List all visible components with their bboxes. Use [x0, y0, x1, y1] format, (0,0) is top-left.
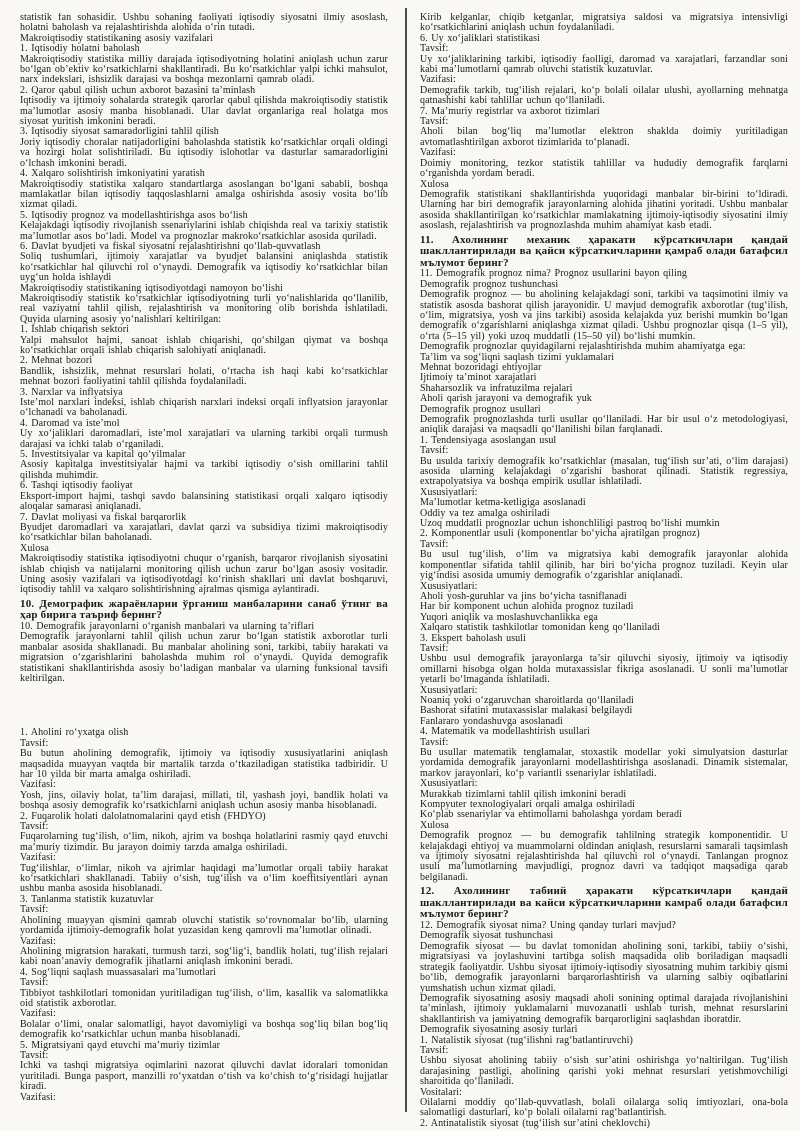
text-paragraph: statistik fan sohasidir. Ushbu sohaning faoliyati iqtisodiy siyosatni ilmiy asoslash, holatni baholash va rejalashtirishda alohida o‘rin tutadi.	[20, 13, 388, 34]
text-paragraph: 1. Iqtisodiy holatni baholash	[20, 43, 140, 55]
text-paragraph: 2. Antinatalistik siyosat (tug‘ilish sur’atini cheklovchi)	[420, 1117, 651, 1129]
text-paragraph: Ushbu usul demografik jarayonlarga ta’sir qiluvchi siyosiy, ijtimoiy va iqtisodiy omillarni hisobga olgan holda mutaxassislar fikriga asoslanadi. U sonli ma’lumotlar yetarli bo‘lmaganda ishlatiladi.	[420, 653, 788, 686]
text-paragraph: Ijtimoiy ta’minot xarajatlari	[420, 372, 537, 384]
text-paragraph: Bu butun aholining demografik, ijtimoiy va iqtisodiy xususiyatlarini aniqlash maqsadida muayyan vaqtda bir martalik tarzda o‘tkaziladigan statistika tadbiridir. U har 10 yilda bir marta amalga oshiriladi.	[20, 748, 388, 780]
text-paragraph: Xalqaro statistik tashkilotlar tomonidan keng qo‘llaniladi	[420, 622, 660, 634]
text-paragraph: 2. Komponentlar usuli (komponentlar bo‘yicha ajratilgan prognoz)	[420, 528, 700, 540]
text-paragraph: Tavsif:	[420, 1044, 449, 1056]
text-paragraph: Uy xo‘jaliklari daromadlari, iste’mol xarajatlari va ularning tarkibi orqali turmush darajasi va ichki talab o‘rganiladi.	[20, 428, 388, 450]
text-paragraph: 4. Sog‘liqni saqlash muassasalari ma’lumotlari	[20, 966, 217, 978]
text-paragraph: Demografik tarkib, tug‘ilish rejalari, ko‘p bolali oilalar ulushi, ayollarning mehnatga qatnashishi kabi tahlillar uchun qo‘llaniladi.	[420, 84, 788, 107]
text-paragraph: 3. Narxlar va inflyatsiya	[20, 386, 123, 398]
text-paragraph: Fuqarolarning tug‘ilish, o‘lim, nikoh, ajrim va boshqa holatlarini rasmiy qayd etuvchi ma’muriy tizimdir. Bu jarayon doimiy tarzda amalga oshiriladi.	[20, 831, 388, 853]
text-paragraph: Iste’mol narxlari indeksi, ishlab chiqarish narxlari indeksi orqali inflyatsion jarayonlar o‘lchanadi va baholanadi.	[20, 397, 388, 419]
text-paragraph: Shaharsozlik va infratuzilma rejalari	[420, 382, 573, 394]
text-paragraph: Kelajakdagi iqtisodiy rivojlanish ssenariylarini ishlab chiqishda real va tarixiy statistik ma’lumotlar asos bo‘ladi. Model va prognozlar makroko‘rsatkichlar asosida quriladi.	[20, 220, 388, 242]
text-paragraph: 1. Tendensiyaga asoslangan usul	[420, 434, 557, 446]
text-paragraph: Tavsif:	[420, 43, 449, 55]
text-paragraph: Oddiy va tez amalga oshiriladi	[420, 507, 550, 519]
text-paragraph: Tavsif:	[20, 904, 49, 916]
text-paragraph: 5. Iqtisodiy prognoz va modellashtirishga asos bo‘lish	[20, 209, 248, 221]
text-paragraph: Fanlararo yondashuvga asoslanadi	[420, 715, 563, 727]
text-paragraph: Demografik prognozlashda turli usullar qo‘llaniladi. Har bir usul o‘z metodologiyasi, aniqlik darajasi va maqsadli qo‘llanilishi bilan farqlanadi.	[420, 414, 788, 436]
text-paragraph: Demografik prognoz — bu demografik tahlilning strategik komponentidir. U kelajakdagi ehtiyoj va muammolarni oldindan aniqlash, resurslarni samarali taqsimlash va ijtimoiy siyosatni rejalashtirishda hal qiluvchi rol o‘ynaydi. Tanlangan prognoz usuli ma’lumotlarning mavjudligi, prognoz davri va tadqiqot maqsadiga qarab belgilanadi.	[420, 830, 788, 883]
text-paragraph: Demografik siyosatning asosiy maqsadi aholi sonining optimal darajada rivojlanishini ta’minlash, ijtimoiy yuklamalarni muvozanatli ushlab turish, mehnat resurslarini shakllantirish va jamiyatning demografik barqarorligini saqlashdan iboratdir.	[420, 992, 788, 1025]
text-paragraph: 4. Xalqaro solishtirish imkoniyatini yaratish	[20, 168, 205, 180]
text-paragraph: Demografik siyosat — bu davlat tomonidan aholining soni, tarkibi, tabiiy o‘sishi, migratsiyasi va joylashuvini tartibga solish maqsadida olib boriladigan maqsadli strategik faoliyatdir. Ushbu siyosat ijtimoiy-iqtisodiy siyosatning muhim tarkibiy qismi bo‘lib, demografik jarayonlarni barqarorlashtirish va ularning salbiy oqibatlarini yumshatish uchun xizmat qiladi.	[420, 940, 788, 994]
text-paragraph: Tug‘ilishlar, o‘limlar, nikoh va ajrimlar haqidagi ma’lumotlar orqali tabiiy harakat ko‘rsatkichlari shakllanadi. Tabiiy o‘sish, tug‘ilish va o‘lim koeffitsiyentlari aynan ushbu manba asosida hisoblanadi.	[20, 862, 388, 895]
text-paragraph: Joriy iqtisodiy choralar natijadorligini baholashda statistik ko‘rsatkichlar orqali oldingi va hozirgi holat solishtiriladi. Bu iqtisodiy islohotlar va dasturlar samaradorligini o‘lchash imkonini beradi.	[20, 136, 388, 169]
text-paragraph: Xususiyatlari:	[420, 684, 478, 696]
text-paragraph: Eksport-import hajmi, tashqi savdo balansining statistikasi orqali xalqaro iqtisodiy aloqalar samarasi aniqlanadi.	[20, 490, 388, 513]
text-paragraph: Murakkab tizimlarni tahlil qilish imkonini beradi	[420, 788, 627, 800]
text-paragraph: Makroiqtisodiy statistika milliy darajada iqtisodiyotning holatini aniqlash uchun zarur bo‘lgan ob’ektiv ko‘rsatkichlarni shakllantiradi. Bu ko‘rsatkichlar yalpi ichki mahsulot, narx indekslari, ishsizlik darajasi va boshqa mezonlarni qamrab oladi.	[20, 53, 388, 86]
text-paragraph: Demografik siyosat tushunchasi	[420, 930, 554, 942]
text-paragraph: 1. Ishlab chiqarish sektori	[20, 324, 130, 336]
column-gap	[20, 684, 388, 728]
question-heading: 12. Ахолининг табиий ҳаракати кўрсаткичлари қандай шакллантирилади ва кайси кўрсаткичларини камраб олади батафсил мълумот беринг?	[420, 885, 788, 921]
text-paragraph: Vazifasi:	[420, 147, 456, 159]
text-paragraph: Makroiqtisodiy statistikaning iqtisodiyotdagi namoyon bo‘lishi	[20, 282, 283, 294]
text-paragraph: Uzoq muddatli prognozlar uchun ishonchliligi pastroq bo‘lishi mumkin	[420, 518, 720, 530]
text-paragraph: Bu usulda tarixiy demografik ko‘rsatkichlar (masalan, tug‘ilish sur’ati, o‘lim darajasi) asosida ularning kelajakdagi o‘zgarishi bashorat qilinadi. Statistik regressiya, extrapolyatsiya va boshqa empirik usullar ishlatiladi.	[420, 455, 788, 488]
text-paragraph: Yuqori aniqlik va moslashuvchanlikka ega	[420, 611, 598, 623]
text-paragraph: 6. Uy xo‘jaliklari statistikasi	[420, 32, 540, 44]
text-paragraph: Ta’lim va sog‘liqni saqlash tizimi yuklamalari	[420, 351, 615, 363]
text-paragraph: Tavsif:	[420, 116, 449, 128]
text-paragraph: 2. Qaror qabul qilish uchun axborot bazasini ta’minlash	[20, 84, 256, 96]
text-paragraph: Aholining migratsion harakati, turmush tarzi, sog‘lig‘i, bandlik holati, tug‘ilish rejalari kabi noan’anaviy demografik jihatlarni aniqlash imkonini beradi.	[20, 945, 388, 968]
text-paragraph: Demografik prognoz usullari	[420, 403, 541, 415]
text-paragraph: Bu usul tug‘ilish, o‘lim va migratsiya kabi demografik jarayonlar alohida komponentlar sifatida tahlil qilinib, har biri bo‘yicha prognoz tuziladi. Keyin ular yig‘indisi asosida umumiy demografik o‘zgarishlar aniqlanadi.	[420, 549, 788, 582]
text-paragraph: Bu usullar matematik tenglamalar, stoxastik modellar yoki simulyatsion dasturlar yordamida demografik jarayonlarni modellashtirishga asoslanadi. Dinamik sistemalar, markov jarayonlari, ko‘p variantli ssenariylar ishlatiladi.	[420, 747, 788, 779]
text-paragraph: Vazifasi:	[20, 935, 56, 947]
text-paragraph: Demografik statistikani shakllantirishda yuqoridagi manbalar bir-birini to‘ldiradi. Ularning har biri demografik jarayonlarning alohida jihatini yoritadi. Ushbu manbalar asosida shakllantirilgan ko‘rsatkichlar mamlakatning ijtimoiy-iqtisodiy siyosatini ilmiy asoslash, rejalashtirish va prognozlashda muhim ahamiyat kasb etadi.	[420, 188, 788, 232]
text-paragraph: Xulosa	[420, 178, 449, 190]
text-paragraph: Iqtisodiy va ijtimoiy sohalarda strategik qarorlar qabul qilishda makroiqtisodiy statistik ma’lumotlar asosiy manba hisoblanadi. Ular davlat organlariga real holatga mos siyosat yuritish imkonini beradi.	[20, 95, 388, 128]
text-paragraph: Vazifasi:	[420, 74, 456, 86]
text-paragraph: 11. Demografik prognoz nima? Prognoz usullarini bayon qiling	[420, 268, 688, 280]
right-text-column	[420, 13, 788, 1131]
text-paragraph: Makroiqtisodiy statistikaning asosiy vazifalari	[20, 32, 213, 44]
text-paragraph: Aholi bilan bog‘liq ma’lumotlar elektron shaklda doimiy yuritiladigan avtomatlashtirilgan axborot tizimlarida to‘planadi.	[420, 126, 788, 148]
text-paragraph: Soliq tushumlari, ijtimoiy xarajatlar va byudjet balansini aniqlashda statistik ko‘rsatkichlar hal qiluvchi rol o‘ynaydi. Demografik va iqtisodiy ko‘rsatkichlar bilan uyg‘un holda ishlaydi	[20, 251, 388, 284]
text-paragraph: Ushbu siyosat aholining tabiiy o‘sish sur’atini oshirishga yo‘naltirilgan. Tug‘ilish darajasining pastligi, aholining qarishi yoki mehnat resurslari yetishmovchiligi sharoitida qo‘llaniladi.	[420, 1055, 788, 1088]
text-paragraph: 7. Ma’muriy registrlar va axborot tizimlari	[420, 105, 600, 117]
text-paragraph: Bandlik, ishsizlik, mehnat resurslari holati, o‘rtacha ish haqi kabi ko‘rsatkichlar mehnat bozori faoliyatini tahlil qilishda foydalaniladi.	[20, 365, 388, 388]
text-paragraph: Xulosa	[20, 542, 49, 554]
text-paragraph: Tavsif:	[20, 821, 49, 833]
text-paragraph: Tavsif:	[420, 642, 449, 654]
text-paragraph: 1. Aholini ro‘yxatga olish	[20, 727, 129, 739]
text-paragraph: Tavsif:	[420, 445, 449, 457]
text-paragraph: Vazifasi:	[20, 779, 56, 791]
text-paragraph: Asosiy kapitalga investitsiyalar hajmi va tarkibi iqtisodiy o‘sish omillarini tahlil qilishda muhimdir.	[20, 459, 388, 481]
text-paragraph: Tavsif:	[420, 736, 449, 748]
text-paragraph: 3. Tanlanma statistik kuzatuvlar	[20, 893, 154, 905]
text-paragraph: Har bir komponent uchun alohida prognoz tuziladi	[420, 601, 634, 613]
question-heading: 11. Ахолининг механик ҳаракати кўрсаткичлари қандай шакллантирилади ва қайси кўрсаткичларини қамраб олади батафсил мълумот беринг?	[420, 233, 788, 269]
text-paragraph: Ko‘plab ssenariylar va ehtimollarni baholashga yordam beradi	[420, 809, 682, 821]
text-paragraph: Kompyuter texnologiyalari orqali amalga oshiriladi	[420, 799, 636, 811]
text-paragraph: Vazifasi:	[20, 1091, 56, 1103]
text-paragraph: Vazifasi:	[20, 1008, 56, 1020]
question-heading: 10. Демографик жараёнларни ўрганиш манбаларини санаб ўтинг ва ҳар бирига таъриф беринг?	[20, 597, 388, 622]
text-paragraph: Oilalarni moddiy qo‘llab-quvvatlash, bolali oilalarga soliq imtiyozlari, ona-bola salomatligi dasturlari, ko‘p bolali oilalarni rag‘batlantirish.	[420, 1096, 788, 1119]
text-paragraph: 3. Ekspert baholash usuli	[420, 632, 527, 644]
text-paragraph: Mehnat bozoridagi ehtiyojlar	[420, 361, 542, 373]
text-paragraph: Uy xo‘jaliklarining tarkibi, iqtisodiy faolligi, daromad va xarajatlari, farzandlar soni kabi ma’lumotlarni qamrab oluvchi statistik kuzatuvlar.	[420, 53, 788, 76]
text-paragraph: Noaniq yoki o‘zgaruvchan sharoitlarda qo‘llaniladi	[420, 694, 634, 706]
text-paragraph: Xususiyatlari:	[420, 580, 478, 592]
text-paragraph: Demografik siyosatning asosiy turlari	[420, 1024, 578, 1036]
text-paragraph: Tavsif:	[20, 737, 49, 749]
text-paragraph: Aholining muayyan qismini qamrab oluvchi statistik so‘rovnomalar bo‘lib, ularning yordamida ijtimoiy-demografik holat yuzasidan keng qamrovli ma’lumotlar olinadi.	[20, 914, 388, 937]
text-paragraph: 10. Demografik jarayonlarni o‘rganish manbalari va ularning ta’riflari	[20, 620, 315, 632]
text-paragraph: 6. Davlat byudjeti va fiskal siyosatni rejalashtirishni qo‘llab-quvvatlash	[20, 240, 321, 252]
text-paragraph: 2. Mehnat bozori	[20, 355, 93, 367]
text-paragraph: Demografik prognoz — bu aholining kelajakdagi soni, tarkibi va taqsimotini ilmiy va statistik asosda bashorat qilish jarayonidir. U mavjud demografik axborotlar (tug‘ilish, o‘lim, migratsiya, yosh va jins tarkibi) asosida kelajakda yuz berishi mumkin bo‘lgan demografik o‘zgarishlarni aniqlashga xizmat qiladi. Ushbu prognozlar qisqa (1–5 yil), o‘rta (5–15 yil) yoki uzoq muddatli (15–50 yil) bo‘lishi mumkin.	[420, 289, 788, 342]
text-paragraph: 4. Matematik va modellashtirish usullari	[420, 726, 590, 738]
text-paragraph: Vazifasi:	[20, 852, 56, 864]
text-paragraph: 2. Fuqarolik holati dalolatnomalarini qayd etish (FHDYO)	[20, 810, 266, 822]
text-paragraph: Aholi qarish jarayoni va demografik yuk	[420, 393, 592, 405]
text-paragraph: Tavsif:	[420, 538, 449, 550]
text-paragraph: Makroiqtisodiy statistika iqtisodiyotni chuqur o‘rganish, barqaror rivojlanish siyosatini ishlab chiqish va natijalarni monitoring qilish uchun zarur bo‘lgan asosiy vositadir. Uning asosiy vazifalari va iqtisodiyotdagi ko‘rinish shakllari uni davlat boshqaruvi, iqtisodiy tahlil va xalqaro solishtirishning ajralmas qismiga aylantiradi.	[20, 553, 388, 596]
text-paragraph: 5. Investitsiyalar va kapital qo‘yilmalar	[20, 449, 186, 461]
text-paragraph: 12. Demografik siyosat nima? Uning qanday turlari mavjud?	[420, 920, 676, 932]
text-paragraph: Yalpi mahsulot hajmi, sanoat ishlab chiqarishi, qo‘shilgan qiymat va boshqa ko‘rsatkichlar orqali ishlab chiqarish salohiyati aniqlanadi.	[20, 334, 388, 356]
text-paragraph: Xususiyatlari:	[420, 486, 478, 498]
left-text-column	[20, 13, 388, 1131]
text-paragraph: Xulosa	[420, 819, 449, 831]
text-paragraph: Byudjet daromadlari va xarajatlari, davlat qarzi va subsidiya tizimi makroiqtisodiy ko‘rsatkichlar bilan baholanadi.	[20, 521, 388, 544]
text-paragraph: Ma’lumotlar ketma-ketligiga asoslanadi	[420, 497, 586, 509]
text-paragraph: Ichki va tashqi migratsiya oqimlarini nazorat qiluvchi davlat idoralari tomonidan yuritiladi. Bunga pasport, manzilli ro‘yxatdan o‘tish va ko‘chish to‘g‘risidagi hujjatlar kiradi.	[20, 1060, 388, 1093]
text-paragraph: 1. Natalistik siyosat (tug‘ilishni rag‘batlantiruvchi)	[420, 1034, 633, 1046]
text-paragraph: Demografik jarayonlarni tahlil qilish uchun zarur bo‘lgan statistik axborotlar turli manbalar asosida shakllanadi. Bu manbalar aholining soni, tarkibi, tabiiy harakati va migratsion o‘zgarishlarini baholashda muhim rol o‘ynaydi. Quyida demografik statistikani shakllantirishda asosiy bo‘ladigan manbalar va ularning funksional tavsifi keltirilgan.	[20, 631, 388, 684]
text-paragraph: Vositalari:	[420, 1086, 463, 1098]
text-paragraph: 4. Daromad va iste’mol	[20, 417, 120, 429]
text-paragraph: Tavsif:	[20, 977, 49, 989]
text-paragraph: 3. Iqtisodiy siyosat samaradorligini tahlil qilish	[20, 126, 219, 138]
text-paragraph: 7. Davlat moliyasi va fiskal barqarorlik	[20, 511, 187, 523]
text-paragraph: Bashorat sifatini mutaxassislar malakasi belgilaydi	[420, 705, 633, 717]
text-paragraph: 5. Migratsiyani qayd etuvchi ma’muriy tizimlar	[20, 1039, 221, 1051]
text-paragraph: Aholi yosh-guruhlar va jins bo‘yicha tasniflanadi	[420, 590, 627, 602]
text-paragraph: Makroiqtisodiy statistika xalqaro standartlarga asoslangan bo‘lgani sababli, boshqa mamlakatlar bilan iqtisodiy taqqoslashlarni amalga oshirishda asosiy vosita bo‘lib xizmat qiladi.	[20, 178, 388, 211]
text-paragraph: 6. Tashqi iqtisodiy faoliyat	[20, 480, 133, 492]
text-paragraph: Bolalar o‘limi, onalar salomatligi, hayot davomiyligi va boshqa sog‘liq bilan bog‘liq demografik ko‘rsatkichlar uchun manba hisoblanadi.	[20, 1018, 388, 1041]
text-paragraph: Doimiy monitoring, tezkor statistik tahlillar va hududiy demografik farqlarni o‘rganishda yordam beradi.	[420, 157, 788, 180]
text-paragraph: Xususiyatlari:	[420, 778, 478, 790]
text-paragraph: Tibbiyot tashkilotlari tomonidan yuritiladigan tug‘ilish, o‘lim, kasallik va salomatlikka oid statistik axborotlar.	[20, 987, 388, 1009]
text-paragraph: Demografik prognozlar quyidagilarni rejalashtirishda muhim ahamiyatga ega:	[420, 341, 746, 353]
text-paragraph: Kirib kelganlar, chiqib ketganlar, migratsiya saldosi va migratsiya intensivligi ko‘rsatkichlarini aniqlash uchun foydalaniladi.	[420, 13, 788, 34]
text-paragraph: Makroiqtisodiy statistik ko‘rsatkichlar iqtisodiyotning turli yo‘nalishlarida qo‘llanilib, real vaziyatni tahlil qilish, rejalashtirish va monitoring olib borishda ishlatiladi. Quyida ularning asosiy yo‘nalishlari keltirilgan:	[20, 292, 388, 325]
text-paragraph: Demografik prognoz tushunchasi	[420, 278, 559, 290]
text-paragraph: Tavsif:	[20, 1049, 49, 1061]
text-paragraph: Yosh, jins, oilaviy holat, ta’lim darajasi, millati, til, yashash joyi, bandlik holati va boshqa asosiy demografik ko‘rsatkichlarni aniqlash uchun asosiy manba hisoblanadi.	[20, 789, 388, 812]
